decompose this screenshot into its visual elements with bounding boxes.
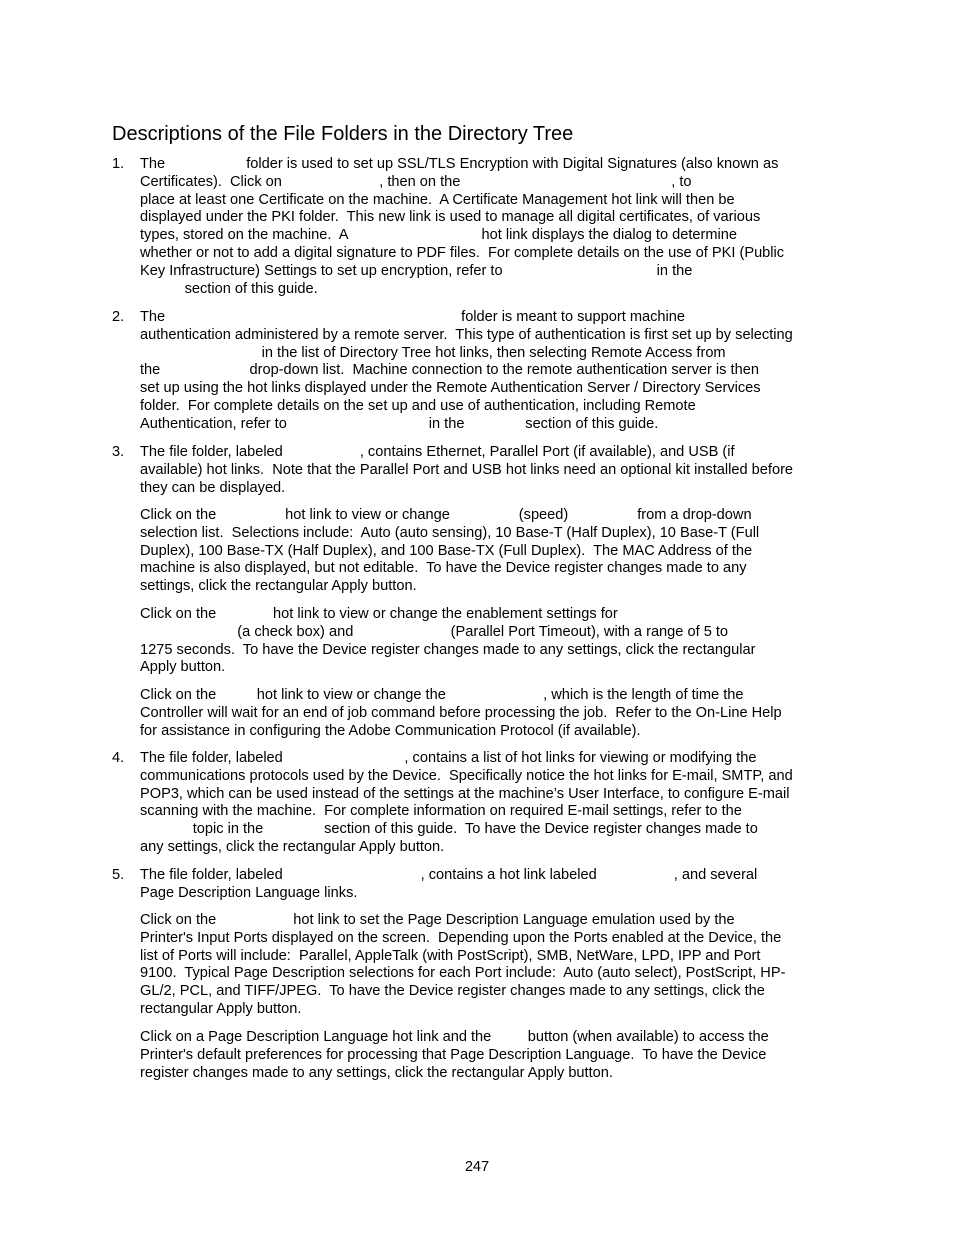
text-line: place at least one Certificate on the machine. A Certificate Management hot link will then be [140,191,735,208]
text-line: whether or not to add a digital signature to PDF files. For complete details on the use of PKI (Public [140,244,785,261]
text-line: settings, click the rectangular Apply button. [140,578,417,595]
text-line: Page Description Language links. [140,884,358,901]
text-line: POP3, which can be used instead of the settings at the machine’s User Interface, to configure E-mail [140,785,790,802]
text-line: in the list of Directory Tree hot links, then selecting Remote Access from [140,344,726,361]
text-line: GL/2, PCL, and TIFF/JPEG. To have the Device register changes made to any settings, click the [140,983,765,1000]
text-line: Printer's Input Ports displayed on the screen. Depending upon the Ports enabled at the Device, the [140,929,782,946]
text-line: Controller will wait for an end of job command before processing the job. Refer to the On-Line Help [140,704,782,721]
text-line: The folder is used to set up SSL/TLS Encryption with Digital Signatures (also known as [140,156,779,172]
text-line: authentication administered by a remote server. This type of authentication is first set up by selecting [140,326,793,343]
text-line: folder. For complete details on the set up and use of authentication, including Remote [140,397,696,414]
text-line: The file folder, labeled , contains Ethernet, Parallel Port (if available), and USB (if [140,444,735,460]
text-line: topic in the section of this guide. To have the Device register changes made to [140,821,758,838]
item-number: 4. [112,750,125,766]
text-line: set up using the hot links displayed under the Remote Authentication Server / Directory Services [140,380,761,397]
text-line: The file folder, labeled , contains a hot link labeled , and several [140,867,758,883]
text-line: machine is also displayed, but not editable. To have the Device register changes made to any [140,560,747,577]
item-3-ethernet-paragraph [140,507,840,596]
text-line: 1275 seconds. To have the Device register changes made to any settings, click the rectangular [140,641,756,658]
text-line: rectangular Apply button. [140,1000,302,1017]
text-line: communications protocols used by the Device. Specifically notice the hot links for E-mail, SMTP, and [140,767,793,784]
text-line: 9100. Typical Page Description selections for each Port include: Auto (auto select), PostScript, HP- [140,965,786,982]
text-line: The file folder, labeled , contains a list of hot links for viewing or modifying the [140,750,757,766]
text-line: Key Infrastructure) Settings to set up encryption, refer to in the [140,262,693,279]
text-line: list of Ports will include: Parallel, AppleTalk (with PostScript), SMB, NetWare, LPD, IPP and Port [140,947,761,964]
item-5-port-setup-paragraph [140,912,840,1019]
text-line: selection list. Selections include: Auto (auto sensing), 10 Base-T (Half Duplex), 10 Base-T (Full [140,524,760,541]
item-3-parallel-paragraph [140,606,840,677]
text-line: types, stored on the machine. A hot link displays the dialog to determine [140,227,738,244]
text-line: Duplex), 100 Base-TX (Half Duplex), and 100 Base-TX (Full Duplex). The MAC Address of the [140,542,753,559]
item-1-paragraph [140,156,840,298]
item-4-paragraph [140,750,840,857]
item-number: 1. [112,156,125,172]
section-heading: Descriptions of the File Folders in the Directory Tree [112,123,574,145]
text-line: available) hot links. Note that the Parallel Port and USB hot links need an optional kit installed before [140,461,794,478]
item-number: 2. [112,309,125,325]
item-3-paragraph [140,444,840,497]
text-line: Click on the hot link to view or change (speed) from a drop-down [140,507,752,523]
text-line: Printer's default preferences for processing that Page Description Language. To have the Device [140,1046,767,1063]
item-5-pdl-paragraph [140,1029,840,1082]
text-line: The folder is meant to support machine [140,309,686,325]
item-number: 5. [112,867,125,883]
text-line: Certificates). Click on , then on the , to [140,173,692,190]
page-number: 247 [464,1159,490,1175]
text-line: Apply button. [140,659,226,676]
text-line: Click on the hot link to set the Page Description Language emulation used by the [140,912,735,928]
text-line: Click on the hot link to view or change the , which is the length of time the [140,687,744,703]
text-line: Click on the hot link to view or change the enablement settings for [140,606,618,622]
item-number: 3. [112,444,125,460]
item-5-paragraph [140,867,840,903]
text-line: Click on a Page Description Language hot link and the button (when available) to access the [140,1029,769,1045]
item-3-usb-paragraph [140,687,840,740]
text-line: displayed under the PKI folder. This new link is used to manage all digital certificates, of various [140,209,761,226]
text-line: for assistance in configuring the Adobe Communication Protocol (if available). [140,722,641,739]
item-2-paragraph [140,309,840,434]
text-line: register changes made to any settings, click the rectangular Apply button. [140,1064,613,1081]
text-line: they can be displayed. [140,479,286,496]
text-line: section of this guide. [140,280,318,297]
text-line: scanning with the machine. For complete information on required E-mail settings, refer to the [140,803,742,820]
text-line: any settings, click the rectangular Apply button. [140,838,445,855]
text-line: (a check box) and (Parallel Port Timeout), with a range of 5 to [140,623,729,640]
text-line: Authentication, refer to in the section of this guide. [140,415,659,432]
text-line: the drop-down list. Machine connection to the remote authentication server is then [140,362,759,379]
